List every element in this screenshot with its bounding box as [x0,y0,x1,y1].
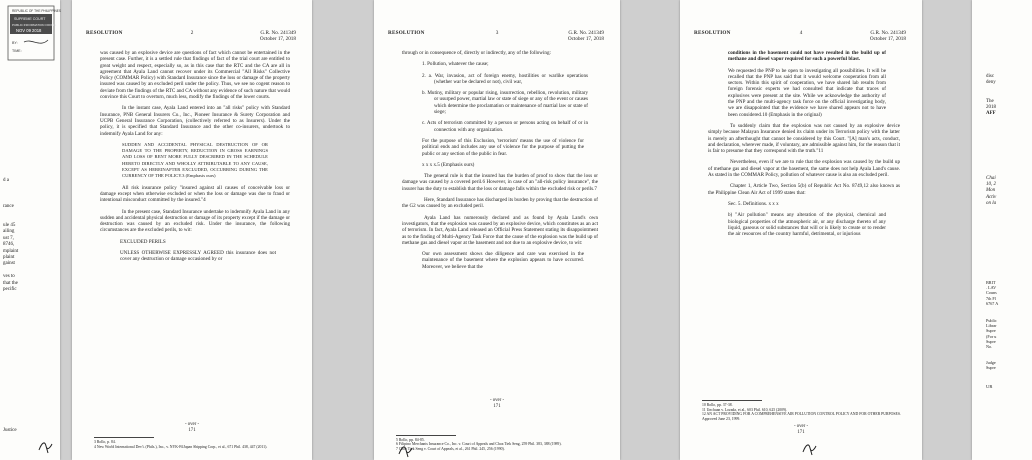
footnotes [702,400,904,422]
header-title: RESOLUTION [694,30,731,36]
paragraph: Our own assessment shows due diligence and care was exercised in the maintenance of the basement where the explosion appears to have occurred. Moreover, we believe that the [422,251,584,270]
footnote: 7 Choa Tiek Seng v. Court of Appeals, et al., 261 Phil. 245, 256 (1990). [396,447,505,452]
page-4-library-text [986,318,997,349]
page-1 [72,0,312,460]
text-line: that the [3,280,18,286]
footnote-rule [702,400,762,401]
page-4 [972,0,1032,460]
paragraph: We requested the PNP to be open to investigating all possibilities. It will be recalled that the PNP has said that it would welcome cooperation from all sectors. Within this spirit of cooperation, we have shared lab results from foreign forensic experts we had consulted that indicate that traces of explosives were present at the site. While we acknowledge the authority of the PNP and the multi-agency task force on the official investigating body, we are disappointed that the evidence we have shared appears not to have been considered.10 (Emphasis in the original) [728,67,886,118]
text-line: Mon [986,188,996,194]
signature-initials-icon [800,440,820,456]
paragraph: 2. a. War, invasion, act of foreign enemy, hostilities or warlike operations (whether war be declared or not), civil war, [422,72,588,85]
paragraph: b) "Air pollution" means any alteration of the physical, chemical and biological properties of the atmospheric air, or any discharge thereto of any liquid, gaseous or solid substances that will or is likely to create or to render the air resources of the country harmful, detrimental, or injurious [728,212,886,238]
page-footer: - over - 171 [489,398,505,409]
signature-initials-icon [36,438,56,454]
text-line: (For u [986,333,997,339]
text-line: 10, 2 [986,182,996,188]
footnote: 4 New World International Dev't. (Phils.), Inc., v. NYK-FilJapan Shipping Corp., et al., 671 Phil. 438, 447 (2011). [94,445,268,450]
text-line: Public [986,318,997,323]
text-line: . LAV [986,285,997,291]
page-header [680,30,922,48]
text-line: ailing [3,229,15,235]
footnote-rule [94,437,154,438]
signature-initials-icon [396,442,416,458]
header-title: RESOLUTION [388,30,425,36]
text-line: BRIT [986,280,996,285]
page-number: 4 [799,30,803,36]
page-header [374,30,620,48]
page-4-ur-text [986,384,992,390]
stamp-line: REPUBLIC OF THE PHILIPPINES [12,9,62,13]
page-4-judge-text [986,360,996,370]
text-line: Activ [986,194,997,200]
page-0 [0,0,60,460]
footnote: 6 Filipino Merchants Insurance Co., Inc. v. Court of Appeals and Choa Tiek Seng, 259 Phil. 383, 388 (1989). [396,442,562,447]
text-line: ust 7, [3,235,14,241]
page-0-edge-text [3,146,18,434]
stamp-line: PUBLIC INFORMATION OFFICE [12,23,57,27]
footnote: 5 Rollo, pp. 84-85. [396,437,425,442]
paragraph: x x x x.5 (Emphasis ours) [422,161,475,168]
text-line: 2018 [986,105,996,111]
footnote: 3 Rollo, p. 84. [94,440,116,445]
page-4-address-text [986,280,998,306]
page-header [72,30,312,48]
case-number: G.R. No. 241349 October 17, 2018 [869,30,906,42]
text-line: 6767 A [986,300,999,306]
paragraph: c. Acts of terrorism committed by a person or persons acting on behalf of or in connection with any organization. [422,120,588,133]
paragraph: was caused by an explosive device are questions of fact which cannot be entertained in the present case. Further, it is a settled rule that findings of fact of the trial court are entitled to great weight and respect, especially so, as in this case that the RTC and the CA are all in agreement that Ayala Land cannot recover under its Commercial "All Risks" Collective Policy (COMMAR Policy) with Standard Insurance since the loss or damage of the property insured was caused by an excluded peril under the policy. Thus, we see no cogent reason to deviate from the findings of the RTC and CA without any evidence of such nature that would convince this Court to overturn, much less, modify the findings of the lower courts. [100,50,290,101]
paragraph: The general rule is that the insured has the burden of proof to show that the loss or damage was caused by a covered peril.6 However, in case of an "all-risk policy insurance", the insurer has the duty to establish that the loss or damage falls within the excluded risk or perils.7 [402,173,598,192]
footnote: 11 Unchuan v. Lozada, et al., 603 Phil. 610, 625 (2009). [702,407,788,412]
paragraph: Chapter 1, Article Two, Section 5(b) of Republic Act No. 8749,12 also known as the Philippine Clean Air Act of 1999 states that: [708,183,900,196]
text-line: rance [3,203,14,209]
page-number: 3 [495,30,499,36]
stamp-line: BY: [12,41,18,45]
text-line: Supre [986,365,996,371]
text-line: Librar [986,323,997,329]
text-line: plaint [3,254,15,260]
paragraph: For the purpose of this Exclusion, 'terrorism' means the use of violence for political ends and includes any use of violence for the purpose of putting the public or any section of the public in fear. [422,137,584,157]
page-number: 2 [190,30,194,36]
text-line: Couns [986,290,997,296]
paragraph: through or in consequence of, directly or indirectly, any of the following: [402,50,551,56]
text-line: 7th Fl [986,295,996,301]
paragraph: To suddenly claim that the explosion was not caused by an explosive device simply because Malayan Insurance denied its claim under its Terrorism policy with the latter is merely an afterthought that cannot be considered by this Court. "[A] man's acts, conduct, and declaration, wherever made, if voluntary, are admissible against him, for the reason that it is fair to presume that they correspond with the truth."11 [708,122,900,155]
stamp-line: NOV 09 2018 [16,28,42,33]
paragraph: Nevertheless, even if we are to rule that the explosion was caused by the build up of methane gas and diesel vapor at the basement, the same does not help Ayala Land's cause. As stated in the COMMAR Policy, pollution of whatever cause is also an excluded peril. [708,159,900,179]
case-number: G.R. No. 241349 October 17, 2018 [567,30,604,42]
page-footer: - over - 171 [793,424,809,435]
page-body [402,50,598,402]
paragraph: Sec. 5. Definitions. x x x [728,200,779,207]
page-body [100,50,290,420]
footnote: 10 Rollo, pp. 37-38. [702,402,733,407]
paragraph: b. Mutiny, military or popular rising, insurrection, rebellion, revolution, military or usurped power, martial law or state of siege or any of the event or causes which determine the proclamation or maintenance of martial law or state of siege; [422,90,588,116]
stamp-line: SUPREME COURT [14,17,46,21]
text-line: Judge [986,360,996,365]
text-line: The [986,98,994,104]
text-line: disc [986,74,995,79]
page-4-top-text [986,74,996,117]
text-line: No. [986,344,993,350]
footnotes [94,437,294,450]
text-line: Supre [986,338,996,344]
text-line: d a [3,178,9,184]
paragraph: In the instant case, Ayala Land entered into an "all risks" policy with Standard Insurance, PNB General Insurers Co., Inc., Pioneer Insurance & Surety Corporation and UCPB General Insurance Corporation, (collectively referred to as Insurers). Under the policy, it is specified that Standard Insurance and the other co-insurers, undertook to indemnify Ayala Land for any: [100,105,290,137]
paragraph: In the present case, Standard Insurance undertake to indemnify Ayala Land in any sudden and accidental physical destruction or damage of its property except if the damage or destruction was caused by an excluded risk. Under the insurance, the following circumstances are the excluded perils, to wit: [100,208,290,234]
text-line: on la [986,200,997,206]
paragraph: All risk insurance policy "insured against all causes of conceivable loss or damage except when otherwise excluded or when the loss or damage was due to fraud or intentional misconduct committed by the insured."4 [100,184,290,204]
text-line: 8746, [3,242,15,248]
text-line: mplaint [3,248,19,254]
case-number: G.R. No. 241349 October 17, 2018 [259,30,296,42]
paragraph: Here, Standard Insurance has discharged its burden by proving that the destruction of the G2 was caused by an excluded peril. [402,197,598,210]
footnote: 12 AN ACT PROVIDING FOR A COMPREHENSIVE AIR POLLUTION CONTROL POLICY AND FOR OTHER PURPOSES. Approved June 23, 1999. [702,412,901,422]
header-title: RESOLUTION [86,30,123,36]
paragraph: UNLESS OTHERWISE EXPRESSLY AGREED this insurance does not cover any destruction or damage occasioned by or [120,250,276,263]
stamp-line: TIME: [12,49,22,53]
text-line: Supre [986,328,996,334]
page-body [708,50,900,386]
page-4-mid-text [986,176,996,207]
paragraph: EXCLUDED PERILS [120,238,166,245]
text-line: UR [986,384,993,389]
text-line: pecific [3,286,17,292]
footnotes [396,435,602,452]
text-line: ves to [3,274,15,280]
paragraph: conditions in the basement could not have resulted in the build up of methane and diesel vapor required for such a powerful blast. [728,50,886,63]
page-2 [374,0,620,460]
footnote-rule [396,435,456,436]
text-line: ule 45 [3,222,16,228]
page-3 [680,0,922,460]
paragraph: Ayala Land has numerously declared and as found by Ayala Land's own investigators, that the explosion was caused by an explosive device, which constitutes as an act of terrorism. In fact, Ayala Land released an Official Press Statement stating its disappointment as to the finding of Multi-Agency Task Force that the cause of the explosion was the build up of methane gas and diesel vapor at the basement and not due to an explosive device, to wit: [402,214,598,246]
text-line: deny [986,80,996,86]
text-line: Chai [986,176,996,181]
text-line: AFF [986,111,996,117]
paragraph: SUDDEN AND ACCIDENTAL PHYSICAL DESTRUCTION OF OR DAMAGE TO THE PROPERTY, REDUCTION IN GROSS EARNINGS AND LOSS OF RENT MORE FULLY DESCRIBED IN THE SCHEDULE HERETO DIRECTLY AND WHOLLY ATTRIBUTABLE TO ANY CAUSE, EXCEPT AS HEREINAFTER EXCLUDED, OCCURRING DURING THE CURRENCY OF THE POLICY.3 (Emphasis ours) [122,141,268,179]
text-line: Justice [3,427,17,433]
received-stamp-icon [6,4,62,62]
paragraph: 1. Pollution, whatever the cause; [422,61,489,68]
text-line: gainst [3,261,15,267]
page-footer: - over - 171 [184,422,200,433]
